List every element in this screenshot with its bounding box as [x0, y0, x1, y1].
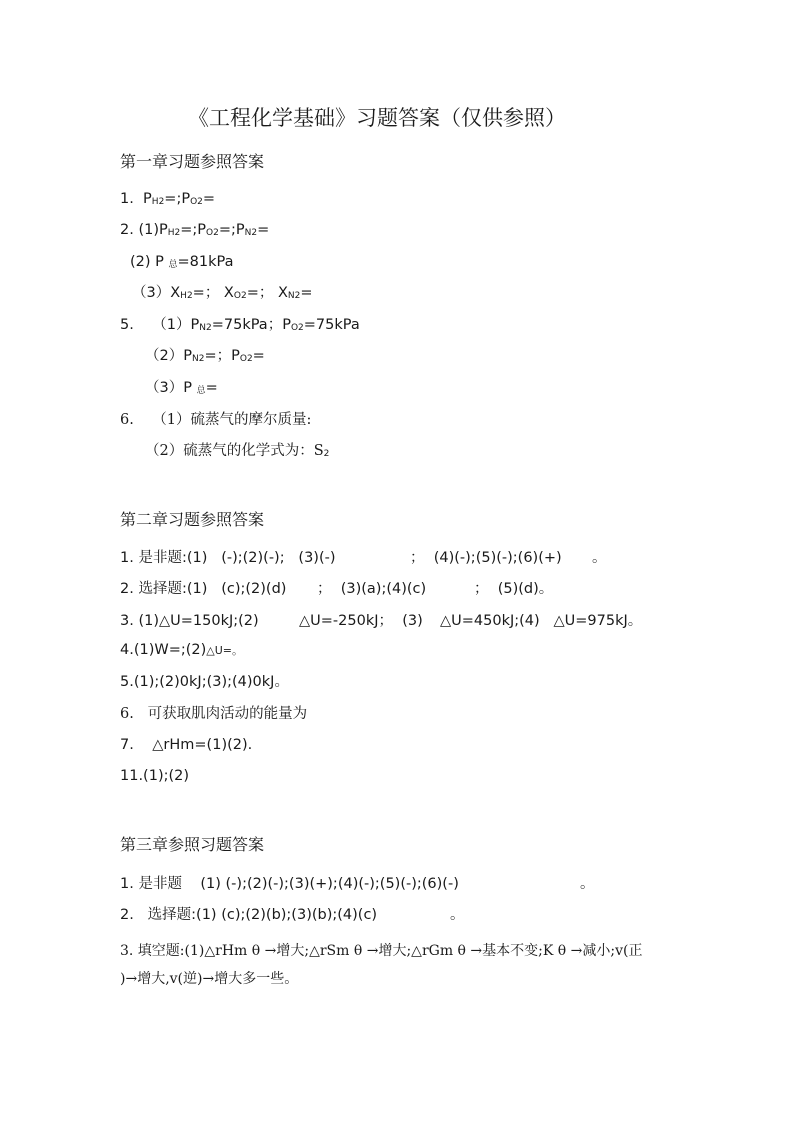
ch1-answer-5-3: （3）P $_总$= [145, 380, 218, 396]
document-title: 《工程化学基础》习题答案（仅供参照） [188, 106, 566, 130]
ch1-answer-2-3: $(3)X_{H2}=$； $X_{O2}=$； $X_{N2}=$ [132, 285, 313, 301]
chapter1-heading: 第一章习题参照答案 [120, 152, 265, 171]
ch1-answer-6: 6. （1）硫蒸气的摩尔质量: [120, 412, 312, 428]
ch2-answer-7: 7. △rHm=(1)(2). [120, 737, 253, 753]
ch1-answer-2: 2. $(1)P_{H2}=;P_{O2}=;P_{N2}=$ [120, 222, 270, 238]
ch1-answer-2-2: (2) P $_总$=81kPa [130, 254, 234, 270]
ch2-answer-4: 4.(1)W=;(2)△U=。 [120, 642, 244, 658]
ch3-answer-3-cont: )→增大,v(逆)→增大多一些。 [120, 971, 299, 987]
ch2-answer-3: 3. (1)△U=150kJ;(2) △U=-250kJ； (3) △U=450kJ;(4) △U=975kJ。 [120, 613, 643, 629]
ch2-answer-1: 1. 是非题:(1) (-);(2)(-); (3)(-) ； (4)(-);(5)(-);(6)(+) 。 [120, 550, 607, 566]
ch3-answer-1: 1. 是非题 (1) (-);(2)(-);(3)(+);(4)(-);(5)(-);(6)(-) 。 [120, 876, 595, 892]
ch1-answer-5-2: $(2)P_{N2}=$；$P_{O2}=$ [145, 348, 265, 364]
ch1-answer-1: 1. $P_{H2}=;P_{O2}=$ [120, 191, 216, 207]
chapter2-heading: 第二章习题参照答案 [120, 510, 265, 529]
ch2-answer-2: 2. 选择题:(1) (c);(2)(d) ； (3)(a);(4)(c) ； (5)(d)。 [120, 581, 554, 597]
chapter3-heading: 第三章参照习题答案 [120, 835, 265, 854]
ch1-answer-5: 5. $(1)P_{N2}=75kPa$；$P_{O2}=75kPa$ [120, 317, 360, 333]
ch3-answer-3: 3. 填空题:(1)△rHm θ →增大;△rSm θ →增大;△rGm θ →基本不变;K θ →减小;v(正 [120, 943, 643, 959]
ch2-answer-6: 6. 可获取肌肉活动的能量为 [120, 706, 308, 722]
ch2-answer-5: 5.(1);(2)0kJ;(3);(4)0kJ。 [120, 674, 289, 690]
ch1-answer-6-2: （2）硫蒸气的化学式为：$S_2$ [145, 443, 330, 459]
ch3-answer-2: 2. 选择题:(1) (c);(2)(b);(3)(b);(4)(c) 。 [120, 907, 465, 923]
ch2-answer-11: 11.(1);(2) [120, 768, 190, 784]
